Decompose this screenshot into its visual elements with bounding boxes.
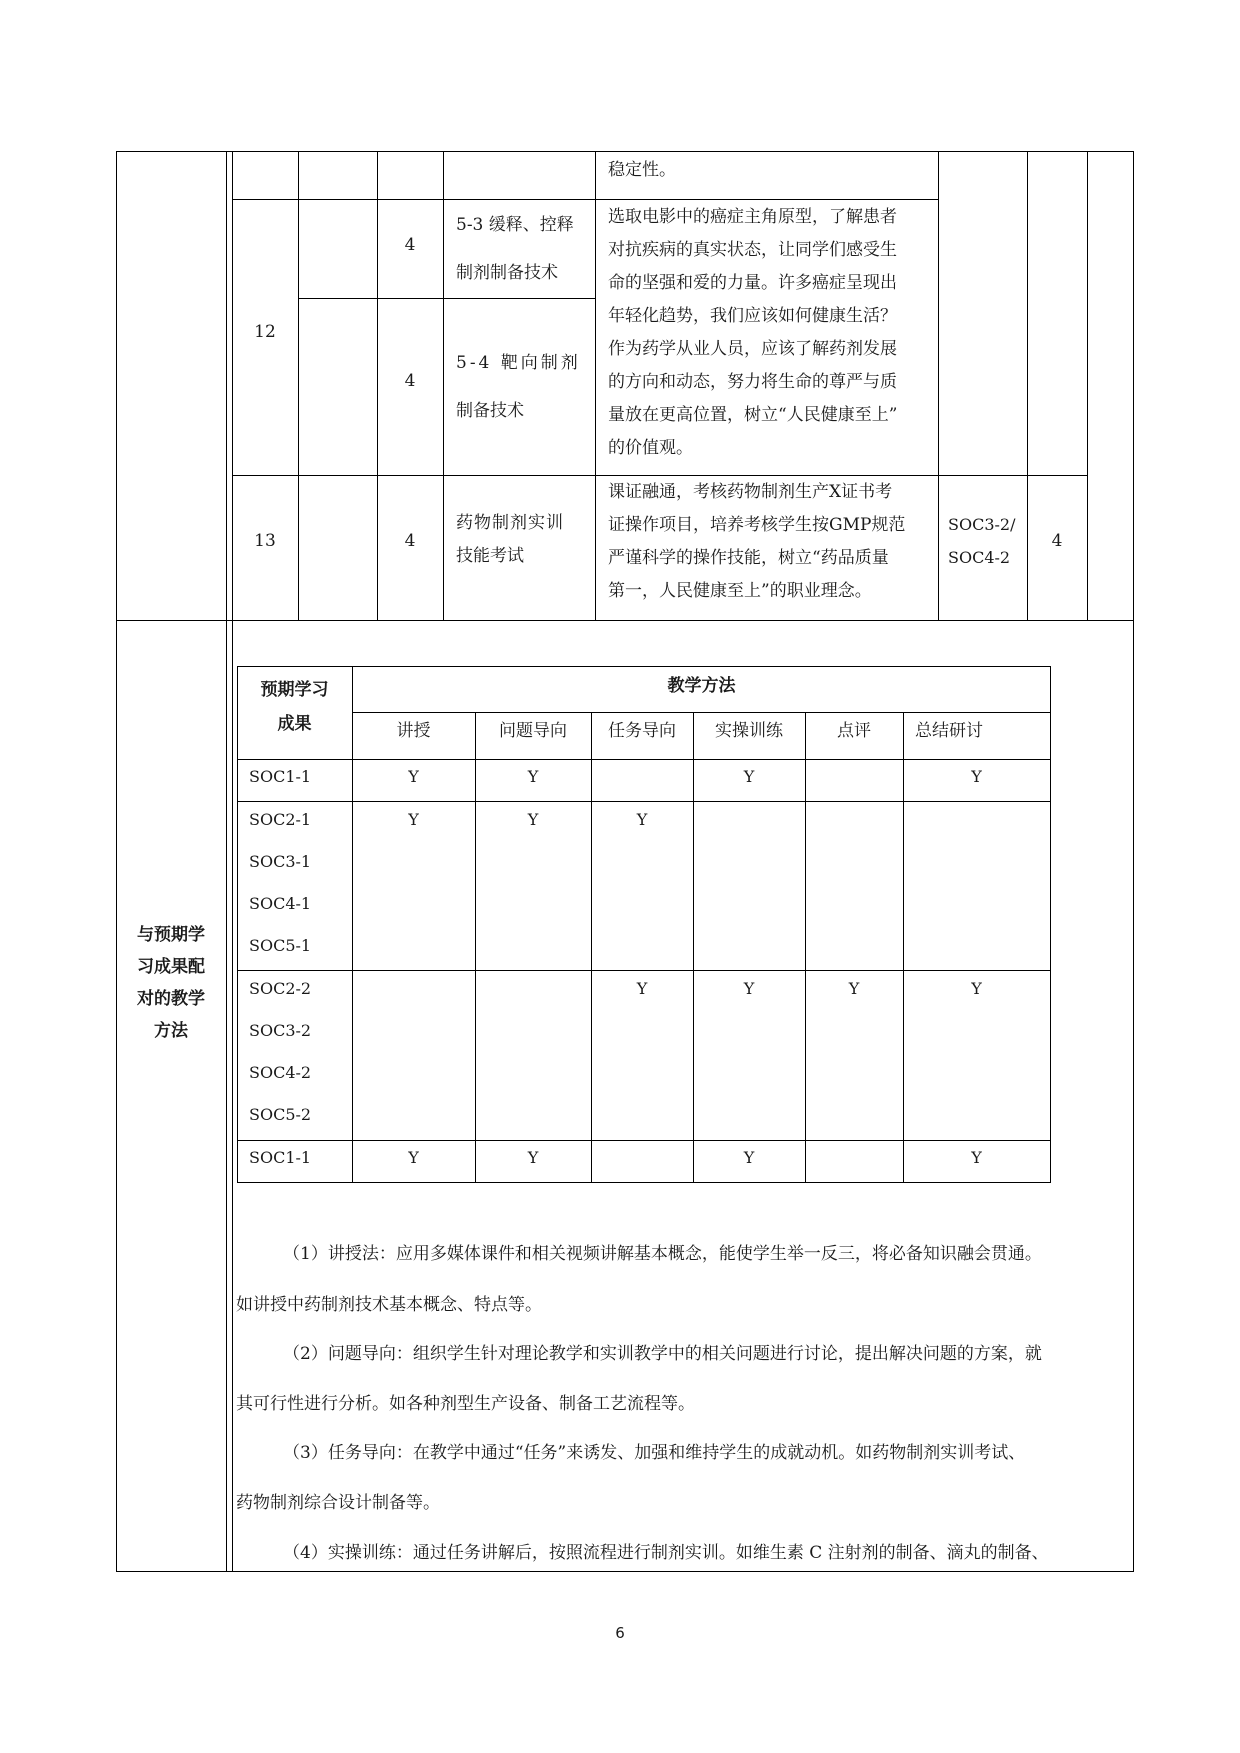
section-divider bbox=[116, 620, 1134, 621]
content-line: 的价值观。 bbox=[608, 438, 693, 458]
methods-row-line bbox=[237, 1140, 1051, 1141]
header-outcome-line1: 预期学习 bbox=[260, 680, 329, 700]
hours-5-4: 4 bbox=[404, 371, 416, 391]
header-methods-group: 教学方法 bbox=[667, 676, 736, 696]
content-line: 选取电影中的癌症主角原型，了解患者 bbox=[608, 207, 897, 227]
column-header: 总结研讨 bbox=[915, 721, 983, 741]
methods-col-line bbox=[1050, 666, 1051, 1183]
section-label-line: 方法 bbox=[154, 1021, 188, 1041]
outcome-label: SOC4-2 bbox=[249, 1063, 312, 1082]
paragraph-line: 如讲授中药制剂技术基本概念、特点等。 bbox=[236, 1295, 542, 1315]
label-column-divider-a bbox=[226, 151, 227, 1572]
column-header: 讲授 bbox=[396, 721, 431, 741]
section-label-line: 对的教学 bbox=[137, 989, 205, 1009]
topic-13-line2: 技能考试 bbox=[456, 546, 524, 566]
outer-left-border bbox=[116, 151, 117, 1572]
methods-row-line bbox=[237, 801, 1051, 802]
column-header: 问题导向 bbox=[499, 721, 567, 741]
content-line: 作为药学从业人员，应该了解药剂发展 bbox=[608, 339, 897, 359]
hours-5-3: 4 bbox=[404, 235, 416, 255]
method-mark: Y bbox=[408, 767, 419, 786]
outcome-label: SOC1-1 bbox=[249, 767, 312, 786]
outcome-label: SOC5-2 bbox=[249, 1105, 312, 1124]
section-label-line: 与预期学 bbox=[137, 925, 205, 945]
paragraph-line: （4）实操训练：通过任务讲解后，按照流程进行制剂实训。如维生素 C 注射剂的制备、滴丸的制备、 bbox=[283, 1543, 1049, 1563]
methods-row-line bbox=[237, 666, 1051, 667]
schedule-row-line bbox=[232, 199, 938, 200]
content-line: 严谨科学的操作技能，树立“药品质量 bbox=[608, 548, 889, 568]
week-12: 12 bbox=[254, 322, 276, 342]
topic-5-4-line2: 制备技术 bbox=[456, 401, 524, 421]
label-column-divider-b bbox=[232, 151, 233, 1572]
soc-13-line1: SOC3-2/ bbox=[948, 515, 1016, 534]
schedule-col-line bbox=[1087, 151, 1088, 620]
methods-row-line bbox=[352, 712, 1051, 713]
methods-row-line bbox=[237, 970, 1051, 971]
content-line: 第一，人民健康至上”的职业理念。 bbox=[608, 581, 872, 601]
method-mark: Y bbox=[743, 1148, 755, 1167]
column-header: 实操训练 bbox=[715, 721, 783, 741]
method-mark: Y bbox=[971, 979, 982, 998]
methods-col-line bbox=[805, 712, 806, 1183]
schedule-row-line bbox=[232, 475, 1087, 476]
content-line: 年轻化趋势，我们应该如何健康生活？ bbox=[608, 306, 897, 326]
outer-right-border bbox=[1133, 151, 1134, 1572]
outer-top-border bbox=[116, 151, 1134, 152]
paragraph-line: （1）讲授法：应用多媒体课件和相关视频讲解基本概念，能使学生举一反三，将必备知识融会贯通。 bbox=[283, 1244, 1042, 1264]
continued-content: 稳定性。 bbox=[608, 160, 676, 180]
method-mark: Y bbox=[636, 810, 648, 829]
content-line: 量放在更高位置，树立“人民健康至上” bbox=[608, 405, 898, 425]
paragraph-line: 其可行性进行分析。如各种剂型生产设备、制备工艺流程等。 bbox=[236, 1394, 695, 1414]
method-mark: Y bbox=[971, 767, 982, 786]
outcome-label: SOC2-2 bbox=[249, 979, 312, 998]
method-mark: Y bbox=[848, 979, 860, 998]
content-line: 对抗疾病的真实状态，让同学们感受生 bbox=[608, 240, 897, 260]
schedule-col-line bbox=[938, 151, 939, 620]
outcome-label: SOC2-1 bbox=[249, 810, 312, 829]
page-number: 6 bbox=[615, 1624, 625, 1642]
column-header: 任务导向 bbox=[608, 721, 676, 741]
score-13: 4 bbox=[1051, 531, 1063, 551]
outcome-label: SOC1-1 bbox=[249, 1148, 312, 1167]
topic-5-3-line2: 制剂制备技术 bbox=[456, 263, 558, 283]
content-line: 的方向和动态，努力将生命的尊严与质 bbox=[608, 372, 897, 392]
soc-13-line2: SOC4-2 bbox=[948, 548, 1011, 567]
column-header: 点评 bbox=[837, 721, 871, 741]
methods-col-line bbox=[237, 666, 238, 1183]
topic-5-3-line1: 5-3 缓释、控释 bbox=[456, 215, 574, 235]
hours-13: 4 bbox=[404, 531, 416, 551]
content-line: 证操作项目，培养考核学生按GMP规范 bbox=[608, 515, 906, 535]
schedule-col-line bbox=[298, 151, 299, 620]
outcome-label: SOC4-1 bbox=[249, 894, 312, 913]
paragraph-line: （2）问题导向：组织学生针对理论教学和实训教学中的相关问题进行讨论，提出解决问题的方案，就 bbox=[283, 1344, 1042, 1364]
methods-row-line bbox=[237, 759, 1051, 760]
method-mark: Y bbox=[743, 979, 755, 998]
methods-row-line bbox=[237, 1182, 1051, 1183]
content-line: 命的坚强和爱的力量。许多癌症呈现出 bbox=[608, 273, 897, 293]
week-13: 13 bbox=[254, 531, 276, 551]
schedule-col-line bbox=[595, 151, 596, 620]
method-mark: Y bbox=[971, 1148, 982, 1167]
method-mark: Y bbox=[408, 810, 419, 829]
schedule-row-line bbox=[298, 298, 595, 299]
schedule-col-line bbox=[443, 151, 444, 620]
method-mark: Y bbox=[527, 810, 539, 829]
method-mark: Y bbox=[527, 767, 539, 786]
method-mark: Y bbox=[636, 979, 648, 998]
outcome-label: SOC3-1 bbox=[249, 852, 312, 871]
section-label-line: 习成果配 bbox=[137, 957, 205, 977]
method-mark: Y bbox=[408, 1148, 419, 1167]
paragraph-line: 药物制剂综合设计制备等。 bbox=[236, 1493, 440, 1513]
content-line: 课证融通，考核药物制剂生产X证书考 bbox=[608, 482, 893, 502]
topic-5-4-line1: 5-4 靶向制剂 bbox=[456, 353, 581, 373]
method-mark: Y bbox=[527, 1148, 539, 1167]
outcome-label: SOC3-2 bbox=[249, 1021, 312, 1040]
paragraph-line: （3）任务导向：在教学中通过“任务”来诱发、加强和维持学生的成就动机。如药物制剂实训考试、 bbox=[283, 1443, 1026, 1463]
method-mark: Y bbox=[743, 767, 755, 786]
outcome-label: SOC5-1 bbox=[249, 936, 312, 955]
header-outcome-line2: 成果 bbox=[277, 714, 312, 734]
methods-col-line bbox=[591, 712, 592, 1183]
topic-13-line1: 药物制剂实训 bbox=[456, 513, 564, 533]
